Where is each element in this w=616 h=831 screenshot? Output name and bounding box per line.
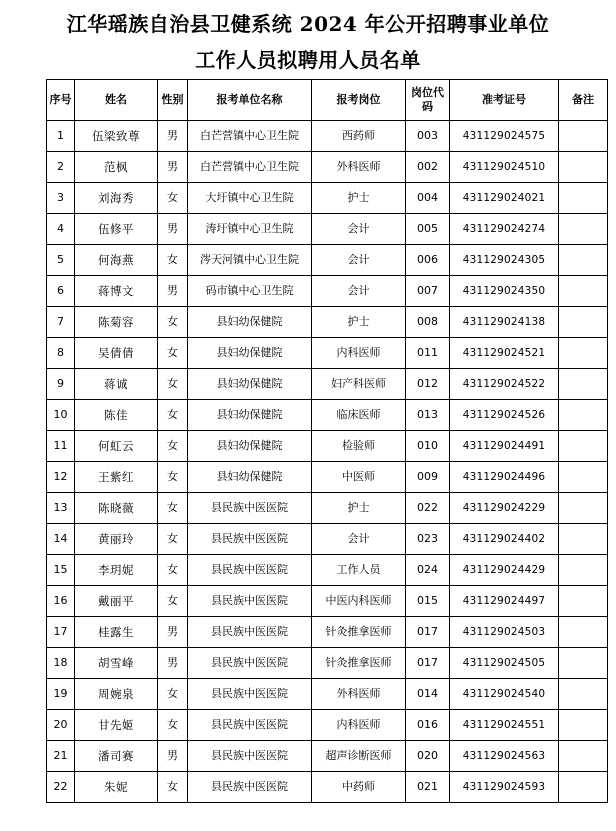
table-row: [47, 648, 608, 679]
cell-name: 甘先姬: [75, 710, 158, 741]
cell-code: 023: [406, 524, 450, 555]
cell-unit: 县妇幼保健院: [188, 400, 312, 431]
cell-position: 西药师: [312, 121, 406, 152]
cell-position: 针灸推拿医师: [312, 648, 406, 679]
cell-no: 10: [47, 400, 75, 431]
cell-note: [559, 307, 608, 338]
cell-code: 006: [406, 245, 450, 276]
cell-note: [559, 710, 608, 741]
cell-gender: 女: [158, 586, 188, 617]
cell-note: [559, 369, 608, 400]
hiring-roster-table: [46, 79, 608, 803]
table-row: [47, 710, 608, 741]
cell-unit: 县民族中医医院: [188, 710, 312, 741]
cell-no: 2: [47, 152, 75, 183]
cell-no: 8: [47, 338, 75, 369]
cell-position: 会计: [312, 524, 406, 555]
table-row: [47, 183, 608, 214]
cell-name: 周婉泉: [75, 679, 158, 710]
cell-no: 12: [47, 462, 75, 493]
cell-unit: 县妇幼保健院: [188, 338, 312, 369]
cell-note: [559, 276, 608, 307]
header-unit: 报考单位名称: [188, 80, 312, 121]
cell-note: [559, 214, 608, 245]
cell-ticket: 431129024510: [450, 152, 559, 183]
cell-note: [559, 431, 608, 462]
cell-code: 024: [406, 555, 450, 586]
cell-name: 潘司赛: [75, 741, 158, 772]
cell-note: [559, 524, 608, 555]
table-row: [47, 524, 608, 555]
cell-code: 002: [406, 152, 450, 183]
cell-gender: 女: [158, 307, 188, 338]
cell-code: 021: [406, 772, 450, 803]
cell-no: 20: [47, 710, 75, 741]
cell-no: 9: [47, 369, 75, 400]
cell-no: 21: [47, 741, 75, 772]
cell-name: 陈佳: [75, 400, 158, 431]
cell-name: 朱妮: [75, 772, 158, 803]
cell-note: [559, 648, 608, 679]
table-row: [47, 493, 608, 524]
cell-no: 18: [47, 648, 75, 679]
cell-code: 007: [406, 276, 450, 307]
cell-note: [559, 462, 608, 493]
cell-ticket: 431129024551: [450, 710, 559, 741]
cell-ticket: 431129024350: [450, 276, 559, 307]
cell-position: 内科医师: [312, 710, 406, 741]
cell-ticket: 431129024305: [450, 245, 559, 276]
cell-name: 伍梁致尊: [75, 121, 158, 152]
cell-gender: 女: [158, 679, 188, 710]
cell-no: 3: [47, 183, 75, 214]
cell-ticket: 431129024521: [450, 338, 559, 369]
cell-unit: 县妇幼保健院: [188, 307, 312, 338]
cell-no: 16: [47, 586, 75, 617]
cell-code: 020: [406, 741, 450, 772]
header-code: 岗位代码: [406, 80, 450, 121]
cell-unit: 县妇幼保健院: [188, 431, 312, 462]
cell-unit: 县民族中医医院: [188, 772, 312, 803]
cell-position: 中医内科医师: [312, 586, 406, 617]
cell-gender: 男: [158, 617, 188, 648]
cell-position: 中药师: [312, 772, 406, 803]
document-title-line-2: 工作人员拟聘用人员名单: [195, 48, 421, 72]
table-row: [47, 338, 608, 369]
cell-unit: 白芒营镇中心卫生院: [188, 152, 312, 183]
cell-gender: 女: [158, 493, 188, 524]
cell-no: 15: [47, 555, 75, 586]
cell-gender: 男: [158, 648, 188, 679]
cell-note: [559, 245, 608, 276]
cell-ticket: 431129024229: [450, 493, 559, 524]
cell-note: [559, 152, 608, 183]
table-row: [47, 586, 608, 617]
cell-code: 010: [406, 431, 450, 462]
cell-position: 会计: [312, 245, 406, 276]
cell-name: 蒋诚: [75, 369, 158, 400]
table-row: [47, 772, 608, 803]
cell-ticket: 431129024575: [450, 121, 559, 152]
cell-ticket: 431129024540: [450, 679, 559, 710]
cell-note: [559, 679, 608, 710]
cell-gender: 男: [158, 152, 188, 183]
cell-note: [559, 586, 608, 617]
cell-unit: 县民族中医医院: [188, 555, 312, 586]
cell-note: [559, 617, 608, 648]
table-row: [47, 617, 608, 648]
cell-code: 012: [406, 369, 450, 400]
cell-ticket: 431129024021: [450, 183, 559, 214]
cell-gender: 女: [158, 710, 188, 741]
cell-unit: 县民族中医医院: [188, 679, 312, 710]
cell-name: 陈菊容: [75, 307, 158, 338]
cell-unit: 县民族中医医院: [188, 741, 312, 772]
cell-position: 外科医师: [312, 679, 406, 710]
cell-unit: 县妇幼保健院: [188, 369, 312, 400]
cell-ticket: 431129024522: [450, 369, 559, 400]
cell-ticket: 431129024138: [450, 307, 559, 338]
cell-unit: 码市镇中心卫生院: [188, 276, 312, 307]
cell-name: 蒋博文: [75, 276, 158, 307]
cell-code: 015: [406, 586, 450, 617]
cell-position: 护士: [312, 307, 406, 338]
cell-ticket: 431129024491: [450, 431, 559, 462]
header-gender: 性别: [158, 80, 188, 121]
cell-position: 中医师: [312, 462, 406, 493]
cell-no: 4: [47, 214, 75, 245]
cell-code: 014: [406, 679, 450, 710]
cell-code: 008: [406, 307, 450, 338]
header-ticket: 准考证号: [450, 80, 559, 121]
cell-position: 妇产科医师: [312, 369, 406, 400]
cell-name: 黄丽玲: [75, 524, 158, 555]
cell-gender: 女: [158, 462, 188, 493]
cell-position: 工作人员: [312, 555, 406, 586]
table-row: [47, 741, 608, 772]
cell-note: [559, 555, 608, 586]
cell-ticket: 431129024593: [450, 772, 559, 803]
cell-code: 013: [406, 400, 450, 431]
table-row: [47, 245, 608, 276]
cell-name: 王紫红: [75, 462, 158, 493]
cell-note: [559, 493, 608, 524]
cell-gender: 女: [158, 338, 188, 369]
cell-unit: 涔天河镇中心卫生院: [188, 245, 312, 276]
cell-note: [559, 400, 608, 431]
cell-position: 检验师: [312, 431, 406, 462]
cell-name: 李玥妮: [75, 555, 158, 586]
cell-position: 护士: [312, 183, 406, 214]
cell-unit: 白芒营镇中心卫生院: [188, 121, 312, 152]
cell-position: 会计: [312, 276, 406, 307]
cell-no: 22: [47, 772, 75, 803]
table-row: [47, 121, 608, 152]
cell-no: 6: [47, 276, 75, 307]
cell-note: [559, 121, 608, 152]
cell-unit: 县民族中医医院: [188, 524, 312, 555]
table-row: [47, 462, 608, 493]
cell-unit: 县民族中医医院: [188, 493, 312, 524]
cell-unit: 大圩镇中心卫生院: [188, 183, 312, 214]
cell-position: 内科医师: [312, 338, 406, 369]
cell-gender: 男: [158, 121, 188, 152]
header-position: 报考岗位: [312, 80, 406, 121]
cell-gender: 男: [158, 741, 188, 772]
cell-unit: 县妇幼保健院: [188, 462, 312, 493]
cell-position: 临床医师: [312, 400, 406, 431]
header-name: 姓名: [75, 80, 158, 121]
cell-position: 超声诊断医师: [312, 741, 406, 772]
cell-name: 桂露生: [75, 617, 158, 648]
cell-position: 外科医师: [312, 152, 406, 183]
cell-note: [559, 183, 608, 214]
cell-note: [559, 338, 608, 369]
table-row: [47, 400, 608, 431]
table-row: [47, 214, 608, 245]
cell-gender: 女: [158, 555, 188, 586]
cell-no: 7: [47, 307, 75, 338]
cell-code: 017: [406, 648, 450, 679]
cell-name: 胡雪峰: [75, 648, 158, 679]
cell-code: 003: [406, 121, 450, 152]
cell-no: 17: [47, 617, 75, 648]
cell-name: 吴倩倩: [75, 338, 158, 369]
table-row: [47, 431, 608, 462]
table-header-row: [47, 80, 608, 121]
cell-ticket: 431129024526: [450, 400, 559, 431]
cell-ticket: 431129024496: [450, 462, 559, 493]
document-title-line-1: 江华瑶族自治县卫健系统 2024 年公开招聘事业单位: [66, 12, 550, 36]
cell-unit: 县民族中医医院: [188, 648, 312, 679]
cell-code: 016: [406, 710, 450, 741]
cell-code: 011: [406, 338, 450, 369]
table-row: [47, 369, 608, 400]
cell-position: 护士: [312, 493, 406, 524]
cell-note: [559, 772, 608, 803]
cell-name: 何虹云: [75, 431, 158, 462]
cell-gender: 女: [158, 183, 188, 214]
cell-no: 13: [47, 493, 75, 524]
cell-name: 范枫: [75, 152, 158, 183]
cell-gender: 女: [158, 431, 188, 462]
cell-code: 004: [406, 183, 450, 214]
cell-no: 19: [47, 679, 75, 710]
cell-ticket: 431129024429: [450, 555, 559, 586]
cell-gender: 女: [158, 772, 188, 803]
cell-name: 戴丽平: [75, 586, 158, 617]
cell-ticket: 431129024563: [450, 741, 559, 772]
cell-note: [559, 741, 608, 772]
cell-ticket: 431129024497: [450, 586, 559, 617]
table-row: [47, 555, 608, 586]
cell-name: 刘海秀: [75, 183, 158, 214]
cell-gender: 男: [158, 276, 188, 307]
cell-no: 11: [47, 431, 75, 462]
table-row: [47, 276, 608, 307]
cell-ticket: 431129024274: [450, 214, 559, 245]
header-note: 备注: [559, 80, 608, 121]
cell-ticket: 431129024402: [450, 524, 559, 555]
table-row: [47, 152, 608, 183]
cell-position: 会计: [312, 214, 406, 245]
cell-code: 022: [406, 493, 450, 524]
cell-name: 伍修平: [75, 214, 158, 245]
cell-gender: 女: [158, 369, 188, 400]
cell-code: 009: [406, 462, 450, 493]
cell-no: 5: [47, 245, 75, 276]
cell-no: 1: [47, 121, 75, 152]
cell-code: 017: [406, 617, 450, 648]
cell-unit: 涛圩镇中心卫生院: [188, 214, 312, 245]
cell-name: 陈晓薇: [75, 493, 158, 524]
cell-code: 005: [406, 214, 450, 245]
header-no: 序号: [47, 80, 75, 121]
table-row: [47, 679, 608, 710]
cell-gender: 女: [158, 524, 188, 555]
cell-position: 针灸推拿医师: [312, 617, 406, 648]
cell-unit: 县民族中医医院: [188, 617, 312, 648]
table-row: [47, 307, 608, 338]
cell-gender: 女: [158, 245, 188, 276]
cell-ticket: 431129024505: [450, 648, 559, 679]
cell-gender: 男: [158, 214, 188, 245]
cell-unit: 县民族中医医院: [188, 586, 312, 617]
cell-no: 14: [47, 524, 75, 555]
cell-name: 何海燕: [75, 245, 158, 276]
cell-gender: 女: [158, 400, 188, 431]
cell-ticket: 431129024503: [450, 617, 559, 648]
table-body: [47, 121, 608, 803]
